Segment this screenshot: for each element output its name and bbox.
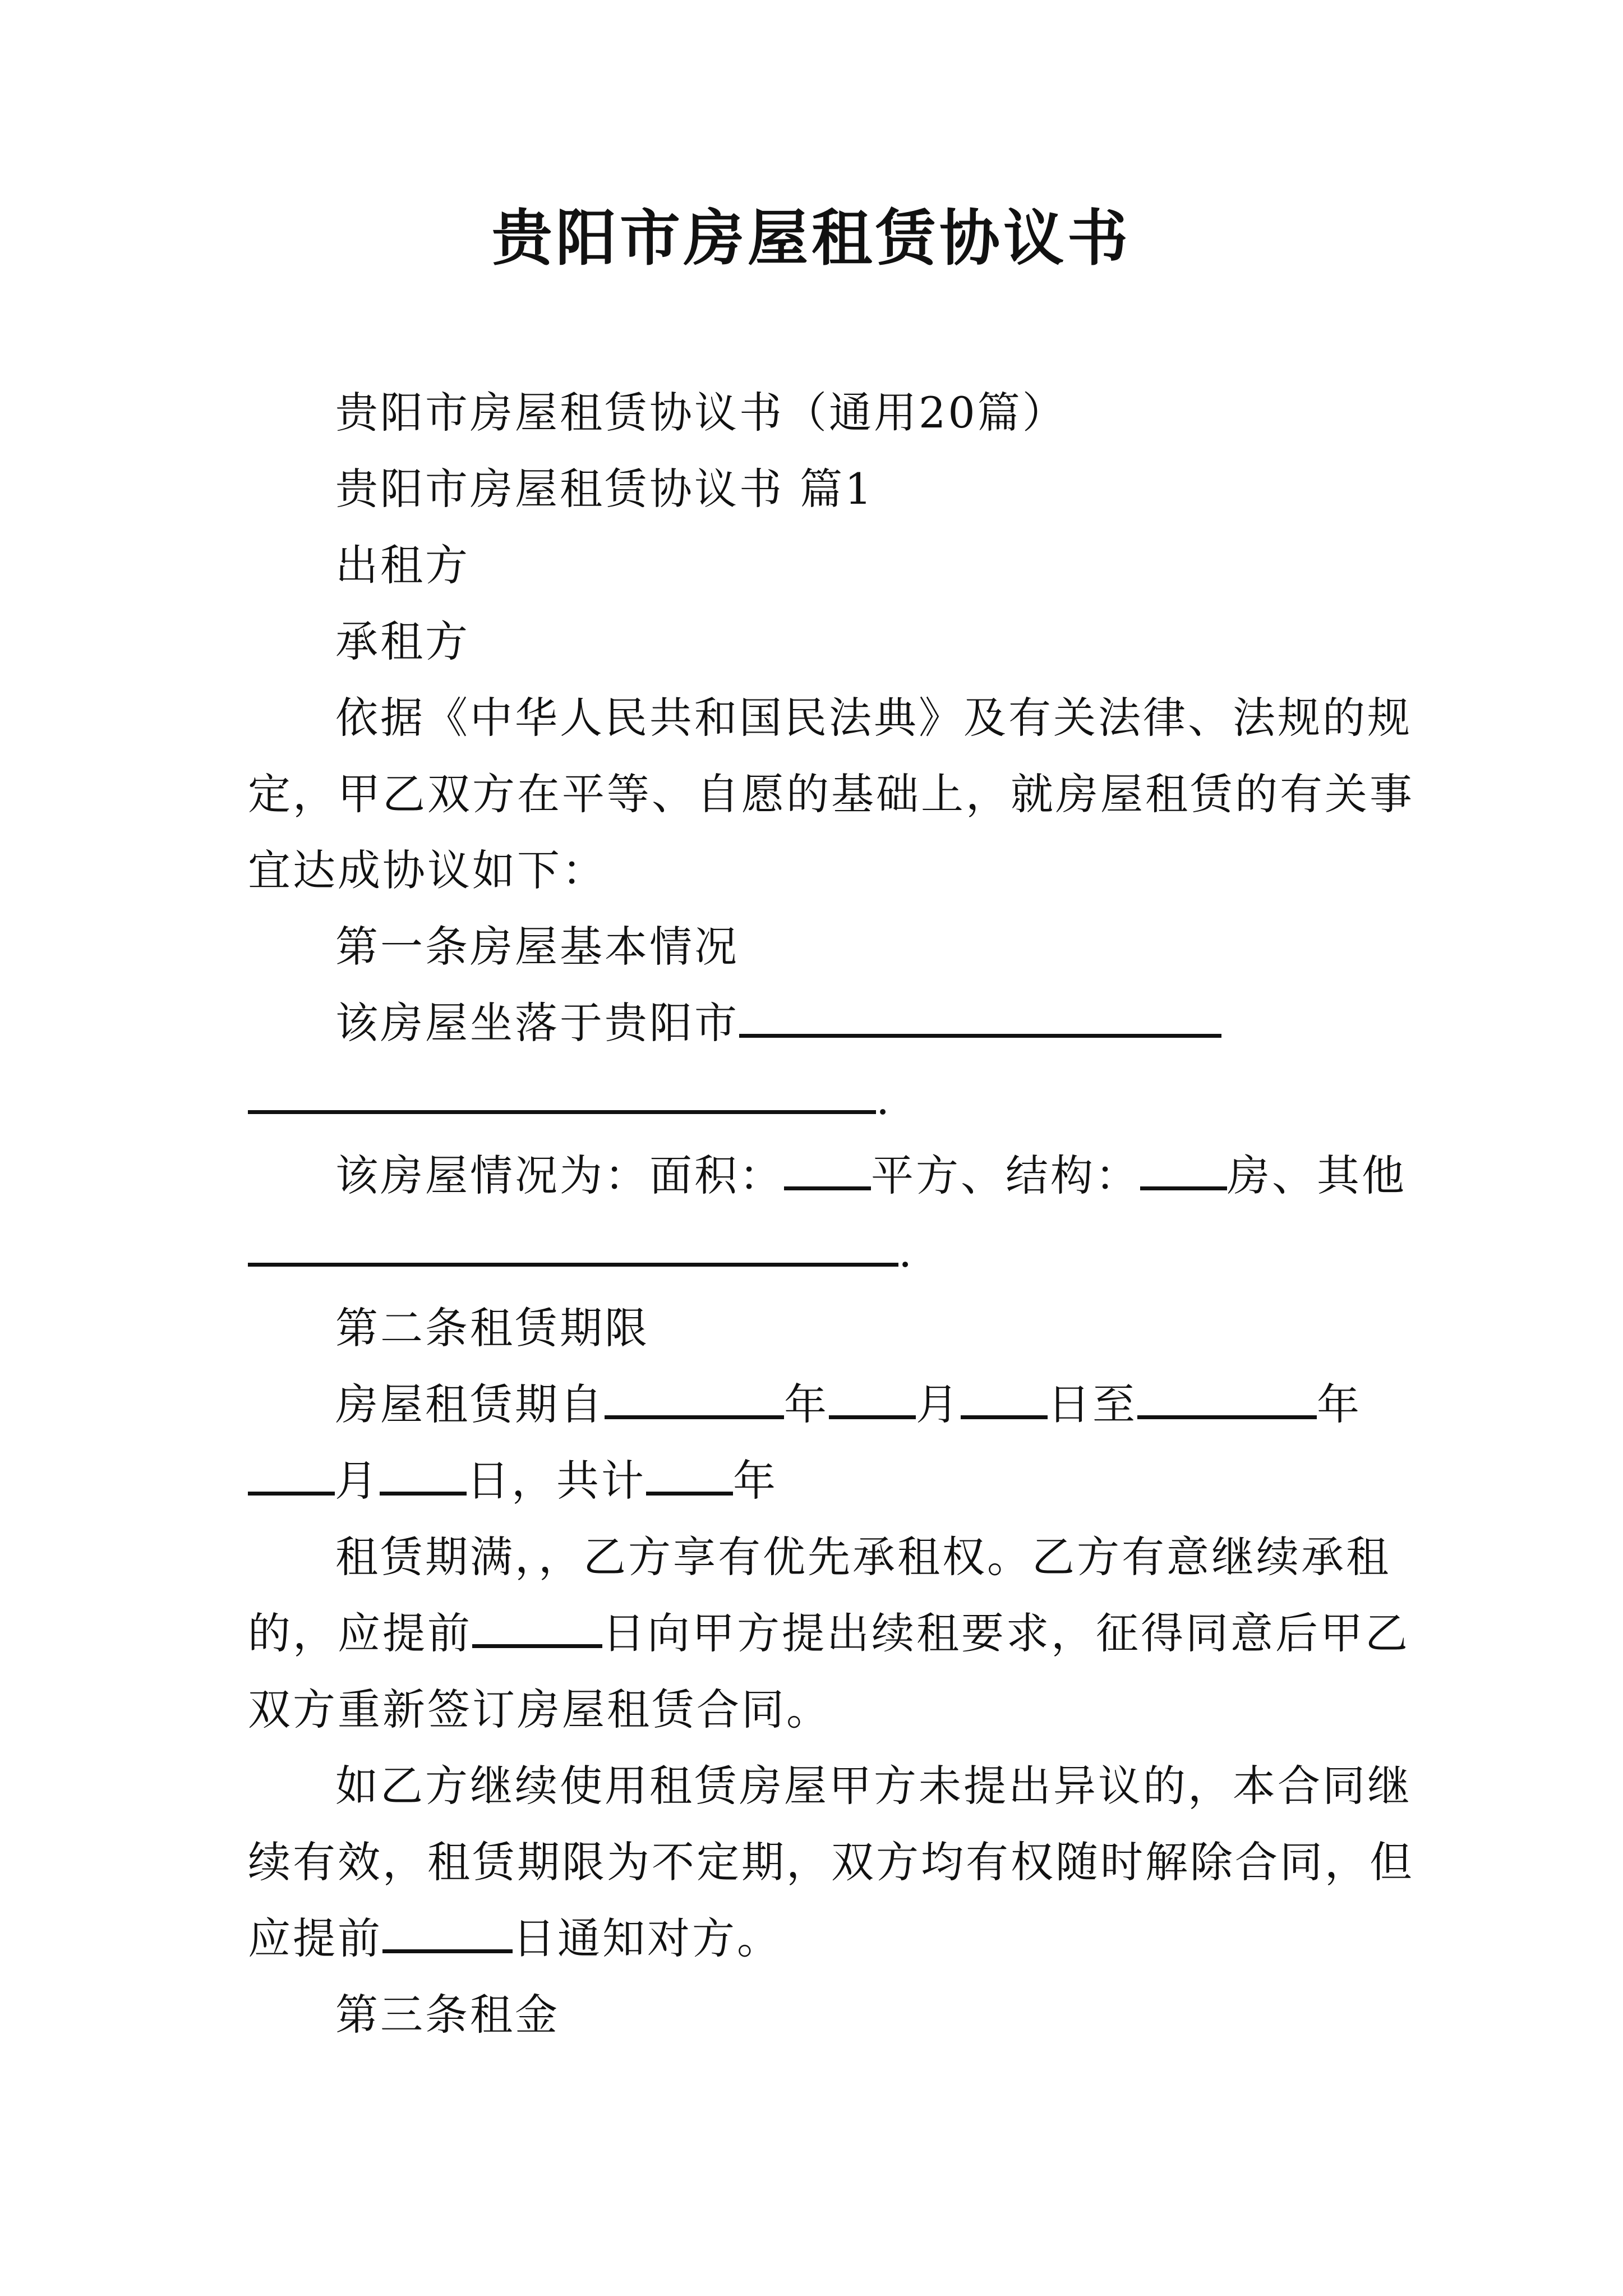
info-end: . [898, 1227, 915, 1277]
total-years-blank [646, 1458, 733, 1496]
notice-text: 日通知对方。 [513, 1913, 782, 1963]
end-day-blank [380, 1458, 467, 1496]
day-to-label: 日至 [1048, 1379, 1137, 1429]
end-month-blank [248, 1458, 335, 1496]
area-blank [784, 1153, 871, 1190]
continuation-line-2: 续有效，租赁期限为不定期，双方均有权随时解除合同，但 [248, 1837, 1414, 1887]
end-year-blank [1137, 1382, 1317, 1419]
intro-line-3: 宜达成协议如下： [248, 845, 607, 895]
info-other-label: 房、其他 [1227, 1151, 1407, 1200]
location-label: 该房屋坐落于贵阳市 [335, 998, 739, 1048]
period-label: 房屋租赁期自 [335, 1379, 605, 1429]
article-1-location-line [248, 985, 1375, 1061]
start-year-blank [605, 1382, 784, 1419]
renewal-days-blank [472, 1611, 602, 1648]
article-2-period-line [248, 1366, 1375, 1443]
intro-line-1: 依据《中华人民共和国民法典》及有关法律、法规的规 [335, 693, 1412, 743]
structure-blank [1140, 1153, 1227, 1190]
renewal-line-1: 租赁期满，，乙方享有优先承租权。乙方有意继续承租 [335, 1532, 1391, 1582]
renewal-line-3: 双方重新签订房屋租赁合同。 [248, 1685, 831, 1734]
info-area-label: 该房屋情况为：面积： [335, 1151, 784, 1200]
total-year-label: 年 [733, 1456, 778, 1506]
lessor-label: 出租方 [335, 540, 470, 590]
article-1-location-line-2 [248, 1061, 1375, 1138]
info-structure-label: 平方、结构： [871, 1151, 1140, 1200]
article-1-info-line-2 [248, 1214, 1375, 1290]
renewal-request-text: 日向甲方提出续租要求，征得同意后甲乙 [602, 1608, 1410, 1658]
document-body [248, 375, 1414, 2053]
start-month-blank [829, 1382, 916, 1419]
continuation-line-1: 如乙方继续使用租赁房屋甲方未提出异议的，本合同继 [335, 1761, 1412, 1811]
renewal-advance-label: 的，应提前 [248, 1608, 472, 1658]
year-label: 年 [784, 1379, 829, 1429]
lessee-label: 承租方 [335, 616, 470, 666]
article-1-info-line [248, 1138, 1407, 1214]
end-year-label: 年 [1317, 1379, 1362, 1429]
renewal-line-2 [248, 1595, 1410, 1672]
article-2-heading: 第二条租赁期限 [335, 1303, 649, 1353]
month-label: 月 [916, 1379, 961, 1429]
notice-days-blank [382, 1916, 513, 1953]
notice-advance-label: 应提前 [248, 1913, 382, 1963]
end-month-label: 月 [335, 1456, 380, 1506]
subtitle-line: 贵阳市房屋租赁协议书（通用20篇） [335, 388, 1067, 438]
location-end: . [876, 1074, 892, 1124]
total-label: 日，共计 [467, 1456, 646, 1506]
part-heading: 贵阳市房屋租赁协议书 篇1 [335, 464, 874, 514]
location-blank [739, 1000, 1221, 1038]
continuation-line-3 [248, 1901, 1375, 1977]
document-title: 贵阳市房屋租赁协议书 [491, 203, 1131, 274]
intro-line-2: 定，甲乙双方在平等、自愿的基础上，就房屋租赁的有关事 [248, 769, 1414, 819]
article-1-heading: 第一条房屋基本情况 [335, 922, 739, 972]
location-blank-continued [248, 1076, 876, 1114]
article-3-heading: 第三条租金 [335, 1990, 560, 2040]
start-day-blank [961, 1382, 1048, 1419]
article-2-period-line-2 [248, 1443, 1375, 1519]
other-blank [248, 1229, 898, 1267]
